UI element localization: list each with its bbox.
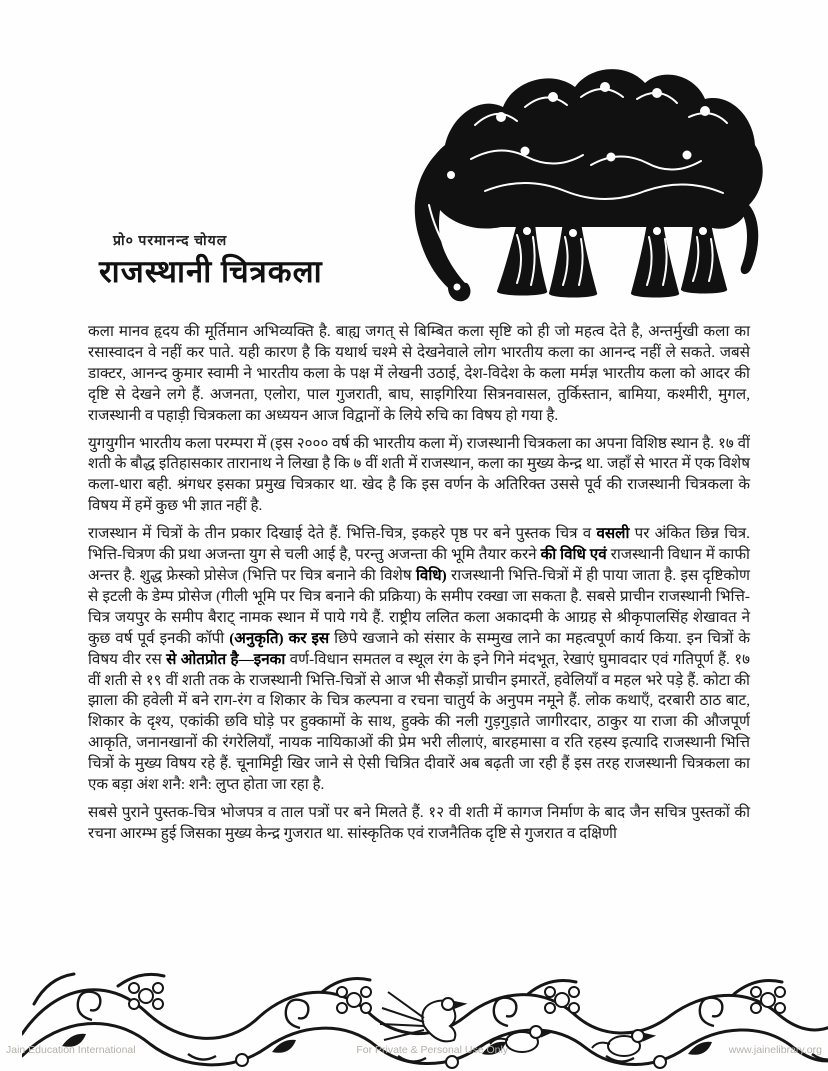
composite-elephant-illustration xyxy=(405,55,775,303)
paragraph: राजस्थान में चित्रों के तीन प्रकार दिखाई देते हैं. भित्ति-चित्र, इकहरे पृष्ठ पर बने पुस्तक चित्र व वसली पर अंकित छिन्न चित्र. भित्ति-चित्रण की प्रथा अजन्ता युग से चली आई है, परन्तु अजन्ता की भूमि तैयार करने की विधि एवं राजस्थानी विधान में काफी अन्तर है. शुद्ध फ्रेस्को प्रोसेज (भित्ति पर चित्र बनाने की विशेष विधि) राजस्थानी भित्ति-चित्रों में ही पाया जाता है. इस दृष्टिकोण से इटली के डेम्प प्रोसेज (गीली भूमि पर चित्र बनाने की प्रक्रिया) के समीप रक्खा जा सकता है. सबसे प्राचीन राजस्थानी भित्ति-चित्र जयपुर के समीप बैराट् नामक स्थान में पाये गये हैं. राष्ट्रीय ललित कला अकादमी के आग्रह से श्रीकृपालसिंह शेखावत ने कुछ वर्ष पूर्व इनकी कॉपी (अनुकृति) कर इस छिपे खजाने को संसार के सम्मुख लाने का महत्वपूर्ण कार्य किया. इन चित्रों के विषय वीर रस से ओतप्रोत है—इनका वर्ण-विधान समतल व स्थूल रंग के इने गिने मंदभूत, रेखाएं घुमावदार एवं गतिपूर्ण हैं. १७ वीं शती से १९ वीं शती तक के राजस्थानी भित्ति-चित्रों से आज भी सैकड़ों प्राचीन इमारतें, हवेलियाँ व महल भरे पड़े हैं. कोटा की झाला की हवेली में बने राग-रंग व शिकार के चित्र कल्पना व रचना चातुर्य के अनुपम नमूने हैं. लोक कथाएँ, दरबारी ठाठ बाट, शिकार के दृश्य, एकांकी छवि घोड़े पर हुक्कामों के साथ, हुक्के की नली गुड़गुड़ाते जागीरदार, ठाकुर या राजा की औजपूर्ण आकृति, जनानखानों की रंगरेलियाँ, नायक नायिकाओं की प्रेम भरी लीलाएं, बारहमासा व रति रहस्य इत्यादि राजस्थानी भित्ति चित्रों के मुख्य विषय रहे हैं. चूनामिट्टी खिर जाने से ऐसी चित्रित दीवारें अब बढ़ती जा रही हैं इस तरह राजस्थानी चित्रकला का एक बड़ा अंश शनै: शनै: लुप्त होता जा रहा है. xyxy=(88,525,751,794)
watermark-center: For Private & Personal Use Only xyxy=(356,1044,509,1056)
paragraph: सबसे पुराने पुस्तक-चित्र भोजपत्र व ताल पत्रों पर बने मिलते हैं. १२ वी शती में कागज निर्माण के बाद जैन सचित्र पुस्तकों की रचना आरम्भ हुई जिसका मुख्य केन्द्र गुजरात था. सांस्कृतिक एवं राजनैतिक दृष्टि से गुजरात व दक्षिणी xyxy=(88,803,750,842)
author-byline: प्रो० परमानन्द चोयल xyxy=(113,234,228,249)
floral-border-illustration xyxy=(22,956,828,1071)
paragraph: कला मानव हृदय की मूर्तिमान अभिव्यक्ति है. बाह्य जगत् से बिम्बित कला सृष्टि को ही जो महत्व देते है, अन्तर्मुखी कला का रसास्वादन वे नहीं कर पाते. यही कारण है कि यथार्थ चश्मे से देखनेवाले लोग भारतीय कला का आनन्द नहीं ले सकते. जबसे डाक्टर, आनन्द कुमार स्वामी ने भारतीय कला के पक्ष में लेखनी उठाई, देश-विदेश के कला मर्मज्ञ भारतीय कला को आदर की दृष्टि से देखने लगे हैं. अजनता, एलोरा, पाल गुजराती, बाघ, साइगिरिया सित्रनवासल, तुर्किस्तान, बामिया, कश्मीरी, मुगल, राजस्थानी व पहाड़ी चित्रकला का अध्ययन आज विद्वानों के लिये रुचि का विषय हो गया है. xyxy=(88,323,750,424)
watermark-right: www.jainelibrary.org xyxy=(728,1044,822,1056)
floral-scroll-border-icon xyxy=(22,956,828,1071)
elephant-of-women-icon xyxy=(405,55,775,303)
watermark-left: Jain Education International xyxy=(6,1044,136,1056)
article-body xyxy=(88,322,750,852)
page-title: राजस्थानी चित्रकला xyxy=(99,254,323,289)
paragraph: युगयुगीन भारतीय कला परम्परा में (इस २००० वर्ष की भारतीय कला में) राजस्थानी चित्रकला का अपना विशिष्ठ स्थान है. १७ वीं शती के बौद्ध इतिहासकार तारानाथ ने लिखा है कि ७ वीं शती में राजस्थान, कला का मुख्य केन्द्र था. जहाँ से भारत में एक विशेष कला-धारा बही. श्रंगधर इसका प्रमुख चित्रकार था. खेद है कि इस वर्णन के अतिरिक्त उससे पूर्व की राजस्थानी चित्रकला के विषय में हमें कुछ भी ज्ञात नहीं है. xyxy=(88,434,750,515)
